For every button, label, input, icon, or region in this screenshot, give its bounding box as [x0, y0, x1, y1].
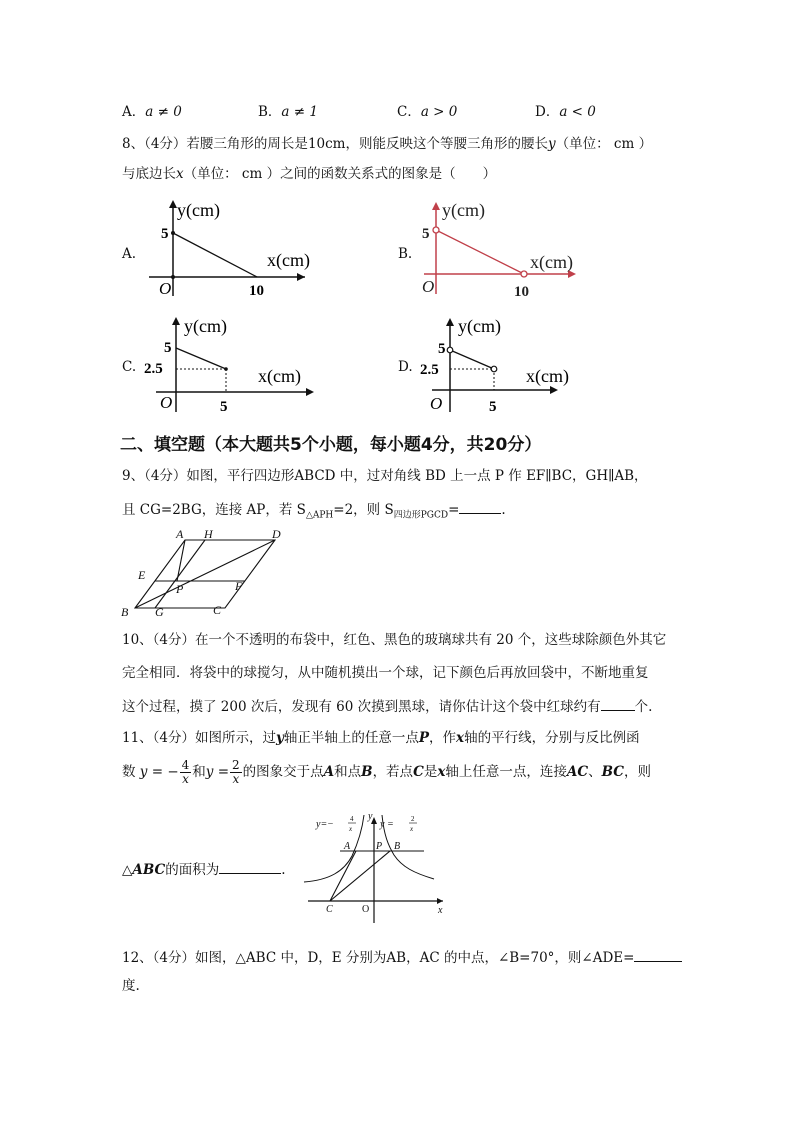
option-a-label: A． [122, 104, 146, 120]
q12-line2: 度. [122, 978, 140, 994]
func-label-1-den: x [349, 825, 353, 833]
q11-line2 [122, 757, 651, 787]
x-axis-label: x(cm) [530, 252, 573, 272]
option-c [397, 104, 457, 120]
q8-text: （单位： cm ） [555, 136, 653, 152]
answer-blank[interactable] [601, 697, 635, 711]
segment-gh [155, 540, 205, 608]
origin-label: O [362, 904, 370, 915]
option-d [535, 104, 596, 120]
q10-text: 这个过程，摸了 200 次后，发现有 60 次摸到黑球，请你估计这个袋中红球约有 [122, 699, 601, 715]
answer-blank[interactable] [219, 860, 281, 874]
tick-5: 5 [161, 226, 169, 242]
fraction [180, 759, 192, 786]
q11-formula: y = [205, 764, 230, 780]
x-axis-label: x(cm) [267, 250, 310, 270]
option-b [258, 104, 318, 120]
q10-text: 个. [634, 699, 653, 715]
tick-5: 5 [164, 340, 172, 356]
q11-text: 的图象交于点 [242, 764, 324, 780]
diagonal-bd [135, 540, 275, 608]
y-axis-label: y(cm) [458, 316, 501, 336]
segment-ac [330, 851, 356, 901]
q11-line1 [122, 730, 640, 746]
denominator: x [182, 772, 189, 786]
q11-var: y [276, 730, 284, 746]
open-point [433, 227, 439, 233]
arrow-icon [297, 273, 305, 281]
x-axis-label: x(cm) [526, 366, 569, 386]
arrow-icon [550, 386, 558, 394]
tick-5: 5 [422, 226, 430, 242]
origin-label: O [422, 277, 435, 296]
point [171, 231, 175, 235]
arrow-icon [172, 317, 180, 325]
q11-text: 轴上任意一点，连接 [445, 764, 567, 780]
q10-line3 [122, 697, 652, 715]
q8-var-x: x [176, 166, 184, 182]
q11-text: ，作 [429, 730, 457, 746]
q8-text: 与底边长 [122, 166, 176, 182]
point-e: E [138, 568, 146, 582]
option-d-math: a < 0 [559, 104, 596, 120]
denominator: x [232, 772, 240, 786]
option-a-math: a ≠ 0 [145, 104, 182, 120]
point-g: G [155, 605, 164, 619]
q8-text: （单位： cm ）之间的函数关系式的图象是（ ） [183, 166, 497, 182]
graph-b [420, 196, 605, 304]
section-title: 二、填空题（本大题共5个小题，每小题4分，共20分） [120, 435, 542, 455]
segment-bc [330, 851, 390, 901]
graph-a [145, 196, 325, 301]
open-point [447, 347, 453, 353]
y-label: y [368, 811, 373, 822]
q10-line1: 10、（4分）在一个不透明的布袋中，红色、黑色的玻璃球共有 20 个，这些球除颜色外其它 [122, 632, 667, 648]
point-c: C [213, 603, 222, 617]
q10-line2: 完全相同．将袋中的球搅匀，从中随机摸出一个球，记下颜色后再放回袋中，不断地重复 [122, 665, 649, 681]
q11-text: 和点 [334, 764, 362, 780]
q11-text: ，则 [624, 764, 652, 780]
numerator: 4 [181, 758, 190, 772]
q11-text: 是 [423, 764, 438, 780]
q11-text: 11、（4分）如图所示，过 [122, 730, 277, 746]
func-label-1: y=− [316, 819, 334, 830]
point [224, 367, 228, 371]
point-h: H [204, 528, 213, 541]
option-b-label: B． [258, 104, 282, 120]
q11-formula: y = − [139, 764, 179, 780]
tick-5: 5 [438, 341, 446, 357]
arrow-icon [446, 318, 454, 326]
open-point [521, 271, 527, 277]
q9-sub: 四边形PGCD [393, 510, 449, 521]
func-label-2-num: 2 [411, 815, 415, 823]
q11-text: 轴正半轴上的任意一点 [283, 730, 419, 746]
q11-var: C [413, 764, 424, 780]
q8-text: ，则能反映这个等腰三角形的腰长 [345, 136, 548, 152]
x-axis-label: x(cm) [258, 366, 301, 386]
y-axis-label: y(cm) [177, 200, 220, 220]
point-a: A [344, 841, 351, 852]
graph-d [418, 312, 588, 416]
y-axis-label: y(cm) [184, 316, 227, 336]
graph-line [436, 230, 524, 274]
option-c-math: a > 0 [420, 104, 458, 120]
open-point [491, 366, 497, 372]
tick-2-5: 2.5 [420, 362, 439, 378]
point-a: A [176, 528, 184, 541]
func-label-1-num: 4 [350, 815, 354, 823]
option-a [122, 104, 182, 120]
y-axis-label: y(cm) [442, 200, 485, 220]
point-c: C [326, 904, 333, 915]
point-p: P [176, 582, 184, 596]
q11-var: x [456, 730, 465, 746]
point [171, 275, 175, 279]
tick-5-x: 5 [489, 399, 497, 415]
q11-text: . [281, 862, 286, 878]
numerator: 2 [232, 758, 240, 772]
func-label-2-den: x [410, 825, 414, 833]
origin-label: O [160, 393, 173, 412]
arrow-icon [169, 200, 177, 208]
q11-var: P [418, 730, 430, 746]
graph-line [450, 350, 494, 369]
q8-line1 [122, 136, 652, 152]
graph-line [176, 348, 226, 369]
q11-var: △ABC [122, 862, 166, 878]
point-b: B [394, 841, 401, 852]
q9-sub: △APH [305, 510, 334, 521]
q8-line2 [122, 166, 496, 182]
tick-10: 10 [249, 283, 264, 299]
x-label: x [438, 905, 443, 916]
answer-blank[interactable] [634, 948, 682, 962]
q11-text: 和 [192, 764, 206, 780]
graph-c [140, 312, 325, 416]
arrow-icon [432, 202, 440, 210]
q11-figure [300, 805, 460, 927]
q12-line1 [122, 948, 682, 966]
origin-label: O [430, 394, 443, 413]
q11-text: 的面积为 [165, 862, 220, 878]
q8-label-a: A. [122, 246, 137, 262]
q9-line2 [122, 500, 506, 524]
curve-left [304, 815, 364, 882]
q11-text: ，若点 [372, 764, 414, 780]
origin-label: O [159, 279, 172, 298]
func-label-2: y = [380, 819, 394, 830]
q9-figure [115, 528, 295, 620]
fraction [230, 759, 242, 786]
q8-text: 8、（4分）若腰三角形的周长是 [122, 136, 308, 152]
tick-10: 10 [514, 284, 529, 300]
q8-label-c: C. [122, 359, 137, 375]
q11-line3 [122, 860, 286, 878]
q11-var: B [361, 764, 373, 780]
arrow-icon [437, 898, 443, 904]
arrow-icon [306, 388, 314, 396]
point-f: F [235, 579, 243, 593]
q11-var: x [437, 764, 446, 780]
q8-var-y: y [547, 136, 556, 152]
q9-text: =2，则 S [333, 502, 394, 518]
q11-text: 轴的平行线，分别与反比例函 [464, 730, 640, 746]
point-d: D [272, 528, 281, 541]
q11-text: 、 [588, 764, 602, 780]
q9-text: . [501, 502, 506, 518]
q11-text: 数 [122, 764, 136, 780]
tick-2-5: 2.5 [144, 361, 163, 377]
point-p: P [376, 841, 383, 852]
q12-text: 12、（4分）如图，△ABC 中，D，E 分别为AB，AC 的中点，∠B=70°，则∠ADE= [122, 950, 635, 966]
q9-text: 且 CG=2BG，连接 AP，若 S [122, 502, 306, 518]
q9-line1: 9、（4分）如图，平行四边形ABCD 中，过对角线 BD 上一点 P 作 EF∥BC，GH∥AB， [122, 468, 648, 484]
option-d-label: D． [535, 104, 560, 120]
q8-perimeter: 10cm [307, 136, 346, 152]
tick-5-x: 5 [220, 399, 228, 415]
answer-blank[interactable] [459, 500, 501, 514]
option-c-label: C． [397, 104, 421, 120]
q9-text: = [448, 502, 460, 518]
q11-var: AC [566, 764, 589, 780]
q11-var: A [323, 764, 335, 780]
option-b-math: a ≠ 1 [281, 104, 318, 120]
point-b: B [121, 605, 129, 619]
q8-label-d: D. [398, 359, 413, 375]
graph-line [173, 233, 257, 277]
q11-var: BC [601, 764, 625, 780]
q8-label-b: B. [398, 246, 413, 262]
